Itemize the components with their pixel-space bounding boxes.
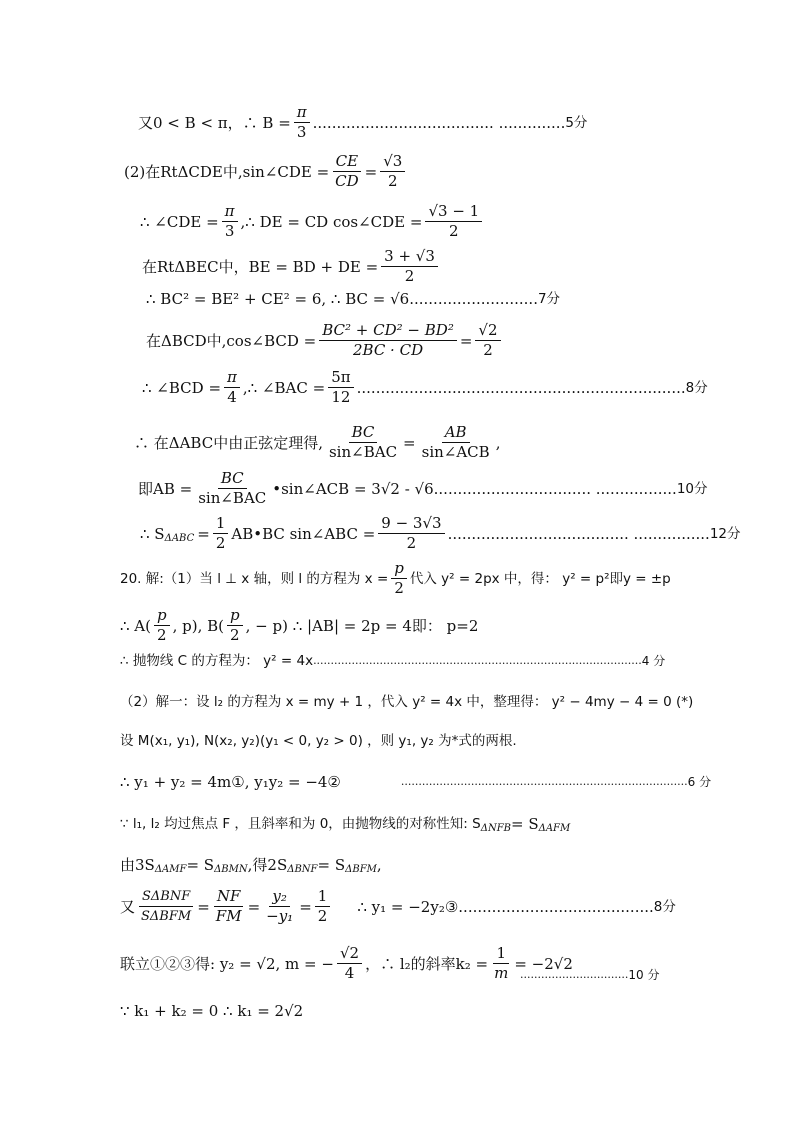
fraction [381, 248, 438, 285]
fraction [222, 203, 238, 240]
fraction-denominator: 2 [215, 534, 226, 552]
solution-line-17 [120, 815, 570, 833]
fraction-denominator: 2 [406, 534, 417, 552]
solution-line-20 [120, 945, 573, 982]
solution-line-12 [120, 607, 478, 644]
fraction-denominator: 2 [404, 267, 415, 285]
fraction-numerator: BC [218, 470, 247, 489]
text: ∴ S [140, 524, 165, 543]
text: ∴ ∠CDE = [140, 212, 219, 231]
solution-line-7 [142, 369, 708, 406]
fraction-numerator: AB [442, 424, 470, 443]
equals-sign: = [299, 897, 312, 916]
fraction-numerator: 1 [213, 515, 229, 534]
leader-dots: ...................................... ................ [447, 524, 710, 543]
solution-line-13 [120, 652, 665, 670]
fraction [425, 203, 482, 240]
fraction-denominator: sin∠ACB [421, 443, 490, 461]
fraction-numerator: √2 [475, 322, 500, 341]
solution-line-19 [120, 888, 676, 925]
text: 在RtΔBEC中，BE = BD + DE = [142, 257, 379, 276]
solution-line-9 [138, 470, 708, 507]
fraction [326, 424, 400, 461]
text: , [376, 856, 382, 874]
subscript: ΔAMF [154, 864, 187, 875]
fraction-numerator: 1 [493, 945, 509, 964]
fraction-numerator: 5π [328, 369, 353, 388]
solution-line-4 [142, 248, 441, 285]
leader-dots: ......................................... [458, 897, 654, 916]
leader-dots: ............................... [520, 968, 629, 981]
solution-line-18 [120, 856, 382, 874]
subscript: ΔBFM [345, 864, 377, 875]
fraction [319, 322, 457, 359]
text: ，∴ l₂的斜率k₂ = [365, 954, 489, 973]
fraction-denominator: 4 [227, 388, 237, 406]
score-label: 8分 [685, 379, 708, 396]
fraction-numerator: BC² + CD² − BD² [319, 322, 457, 341]
fraction-numerator: SΔBNF [139, 888, 193, 907]
text: ,∴ ∠BAC = [242, 378, 326, 397]
text: 在ΔBCD中,cos∠BCD = [146, 331, 317, 350]
solution-line-16 [120, 773, 711, 791]
score-label: 10分 [676, 480, 708, 497]
fraction-denominator: 2 [157, 626, 167, 644]
fraction-numerator: y₂ [269, 888, 290, 907]
score-label: 12分 [709, 525, 741, 542]
text: 设 M(x₁, y₁), N(x₂, y₂)(y₁ < 0, y₂ > 0) ，则 y₁, y₂ 为*式的两根. [120, 733, 517, 749]
fraction-numerator: CE [333, 153, 361, 172]
fraction-numerator: 3 + √3 [381, 248, 438, 267]
solution-line-5 [146, 290, 560, 308]
fraction [213, 888, 245, 925]
text: (2)在RtΔCDE中,sin∠CDE = [124, 162, 330, 181]
equals-sign: = [197, 524, 210, 543]
solution-line-14 [120, 693, 693, 711]
text: , [495, 433, 501, 452]
score-label: 10 分 [628, 968, 660, 982]
solution-line-6 [146, 322, 504, 359]
fraction-numerator: p [227, 607, 243, 626]
text: ∵ l₁, l₂ 均过焦点 F ，且斜率和为 0，由抛物线的对称性知: S [120, 816, 481, 832]
equals-sign: = [403, 433, 416, 452]
fraction-denominator: FM [215, 907, 242, 925]
score-label: 6 分 [687, 775, 712, 789]
score-label: 5分 [565, 114, 588, 131]
text: , − p) ∴ |AB| = 2p = 4即： p=2 [245, 616, 479, 635]
fraction [213, 515, 229, 552]
fraction [332, 153, 362, 190]
solution-line-10 [140, 515, 741, 552]
fraction-denominator: CD [335, 172, 359, 190]
fraction-numerator: √2 [337, 945, 362, 964]
subscript: ΔAFM [538, 823, 571, 834]
leader-dots: ..................................................................... [356, 378, 686, 397]
fraction [380, 153, 405, 190]
fraction-denominator: 4 [344, 964, 355, 982]
fraction-numerator: π [224, 369, 240, 388]
fraction [391, 560, 407, 597]
equals-sign: = [197, 897, 210, 916]
leader-dots: ...................................... .............. [312, 113, 566, 132]
text: ∴ BC² = BE² + CE² = 6, ∴ BC = √6 [146, 290, 410, 308]
text: ∴ A( [120, 616, 151, 635]
fraction-denominator: sin∠BAC [198, 489, 267, 507]
text: = S [510, 815, 539, 833]
solution-line-21 [120, 1002, 303, 1020]
fraction [328, 369, 353, 406]
fraction [263, 888, 296, 925]
text: •sin∠ACB = 3√2 - √6 [272, 479, 434, 498]
text: 代入 y² = 2px 中，得： y² = p²即y = ±p [409, 570, 671, 587]
equals-sign: = [459, 331, 473, 350]
fraction-numerator: 1 [315, 888, 331, 907]
fraction-denominator: m [494, 964, 509, 982]
solution-line-1 [138, 104, 587, 141]
subscript: ΔNFB [480, 823, 511, 834]
fraction-denominator: 2 [394, 579, 404, 597]
equals-sign: = [364, 162, 378, 181]
text: ∴ ∠BCD = [142, 378, 222, 397]
text: 又 [120, 897, 136, 916]
text: = S [186, 856, 215, 874]
fraction [378, 515, 444, 552]
text: ∵ k₁ + k₂ = 0 ∴ k₁ = 2√2 [120, 1002, 304, 1020]
fraction-denominator: 2 [230, 626, 240, 644]
fraction-denominator: 2 [317, 907, 328, 925]
fraction [138, 888, 194, 925]
fraction-numerator: √3 − 1 [425, 203, 482, 222]
fraction-numerator: 9 − 3√3 [378, 515, 444, 534]
leader-dots: ........................... [409, 290, 538, 308]
fraction-denominator: −y₁ [266, 907, 294, 925]
leader-dots: .................................................................................. [400, 775, 688, 788]
solution-line-11 [120, 560, 671, 597]
text: = S [317, 856, 346, 874]
fraction [419, 424, 493, 461]
fraction [154, 607, 170, 644]
text: AB•BC sin∠ABC = [231, 524, 376, 543]
text: ∴ 抛物线 C 的方程为： y² = 4x [120, 653, 314, 669]
text: ∴ y₁ + y₂ = 4m①, y₁y₂ = −4② [120, 773, 341, 791]
fraction [491, 945, 511, 982]
fraction-numerator: √3 [380, 153, 405, 172]
text: ,得2S [247, 856, 288, 874]
score-label: 4 分 [641, 654, 666, 668]
fraction-denominator: 12 [331, 388, 351, 406]
equals-sign: = [247, 897, 261, 916]
fraction-denominator: sin∠BAC [328, 443, 398, 461]
fraction-denominator: 2BC · CD [352, 341, 424, 359]
fraction-numerator: NF [214, 888, 244, 907]
fraction-denominator: 2 [483, 341, 493, 359]
fraction-numerator: p [391, 560, 407, 579]
score-label: 8分 [653, 898, 676, 915]
fraction [224, 369, 240, 406]
fraction [475, 322, 500, 359]
solution-line-8 [134, 424, 500, 461]
fraction-denominator: SΔBFM [141, 909, 192, 924]
leader-dots: ................................. ................. [433, 479, 677, 498]
fraction-numerator: p [154, 607, 170, 626]
fraction [315, 888, 331, 925]
fraction-denominator: 2 [449, 222, 459, 240]
fraction-denominator: 3 [224, 222, 235, 240]
score-label: 7分 [537, 291, 561, 307]
text: 由3S [120, 856, 155, 874]
text: ∴ y₁ = −2y₂③ [357, 897, 459, 916]
fraction-denominator: 3 [296, 123, 307, 141]
text: ,∴ DE = CD cos∠CDE = [240, 212, 423, 231]
fraction [227, 607, 243, 644]
text: （2）解一：设 l₂ 的方程为 x = my + 1 ，代入 y² = 4x 中，整理得： y² − 4my − 4 = 0 (*) [120, 694, 694, 710]
fraction [195, 470, 269, 507]
leader-dots: .............................................................................................. [313, 654, 642, 667]
solution-line-3 [140, 203, 485, 240]
text: 20. 解:（1）当 l ⊥ x 轴，则 l 的方程为 x = [120, 570, 389, 587]
fraction-denominator: 2 [388, 172, 398, 190]
text: , p), B( [172, 616, 225, 635]
fraction-numerator: π [222, 203, 238, 222]
subscript: ΔABC [164, 532, 195, 544]
solution-line-2 [124, 153, 408, 190]
fraction [337, 945, 362, 982]
score-row-10 [520, 966, 660, 984]
text: ∴ 在ΔABC中由正弦定理得, [134, 433, 323, 452]
text: 即AB = [138, 479, 193, 498]
subscript: ΔBMN [214, 864, 248, 875]
text: 联立①②③得: y₂ = √2, m = − [120, 954, 334, 973]
fraction-numerator: BC [349, 424, 378, 443]
subscript: ΔBNF [287, 864, 318, 875]
fraction [294, 104, 310, 141]
text: 又0 < B < π，∴ B = [138, 113, 291, 132]
solution-line-15 [120, 732, 517, 750]
text: = −2√2 [514, 954, 573, 973]
fraction-numerator: π [294, 104, 310, 123]
